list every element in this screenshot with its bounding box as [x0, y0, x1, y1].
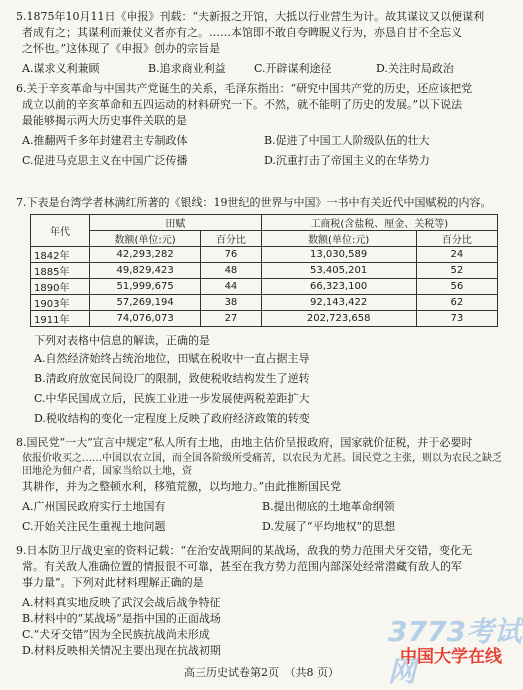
- q7-intro: 7.下表是台湾学者林满红所著的《银线：19世纪的世界与中国》一书中有关近代中国赋税的内容。: [16, 196, 492, 209]
- q8-line-3: 其耕作，并为之整顿水利，移殖荒徼，以均地力。”由此推断国民党: [22, 480, 342, 493]
- subheader-pct: 百分比: [416, 231, 497, 247]
- q7-option-a: A.自然经济始终占统治地位，田赋在税收中一直占据主导: [34, 352, 310, 365]
- q9-line-3: 事力量”。下列对此材料理解正确的是: [22, 576, 204, 589]
- cell-commerce-pct: 62: [416, 295, 497, 311]
- q7-stem: 下列对表格中信息的解读，正确的是: [34, 334, 210, 347]
- table-row: [31, 263, 498, 279]
- cell-field-amount: 51,999,675: [90, 279, 201, 295]
- cell-field-amount: 42,293,282: [90, 247, 201, 263]
- q6-option-d: D.沉重打击了帝国主义的在华势力: [264, 154, 430, 167]
- cell-commerce-amount: 92,143,422: [261, 295, 416, 311]
- q7-option-c: C.中华民国成立后，民族工业进一步发展使两税差距扩大: [34, 392, 310, 405]
- header-field-tax: 田赋: [90, 215, 262, 231]
- cell-commerce-amount: 66,323,100: [261, 279, 416, 295]
- cell-commerce-pct: 56: [416, 279, 497, 295]
- q7-option-d: D.税收结构的变化一定程度上反映了政府经济政策的转变: [34, 412, 310, 425]
- q9-option-c: C.“犬牙交错”因为全民族抗战尚未形成: [22, 628, 210, 641]
- table-row: [31, 279, 498, 295]
- cell-commerce-amount: 202,723,658: [261, 311, 416, 327]
- q6-line-1: 6.关于辛亥革命与中国共产党诞生的关系，毛泽东指出：“研究中国共产党的历史，还应该把党: [16, 82, 473, 95]
- cell-commerce-amount: 13,030,589: [261, 247, 416, 263]
- q9-option-a: A.材料真实地反映了武汉会战后战争特征: [22, 596, 221, 609]
- q5-option-b: B.追求商业利益: [148, 62, 226, 75]
- q9-option-b: B.材料中的“某战场”是指中国的正面战场: [22, 612, 221, 625]
- q8-option-b: B.提出彻底的土地革命纲领: [262, 500, 395, 513]
- cell-field-pct: 48: [201, 263, 261, 279]
- cell-field-amount: 57,269,194: [90, 295, 201, 311]
- cell-year: 1903年: [31, 295, 90, 311]
- cell-year: 1911年: [31, 311, 90, 327]
- table-subheader-row: [31, 231, 498, 247]
- q9-line-1: 9.日本防卫厅战史室的资料记载：“在治安战期间的某战场，敌我的势力范围犬牙交错，变化无: [16, 544, 473, 557]
- q8-line-1: 8.国民党“一大”宣言中规定“私人所有土地，由地主估价呈报政府，国家就价征税，并于必要时: [16, 436, 473, 449]
- cell-year: 1885年: [31, 263, 90, 279]
- table-header-row: [31, 215, 498, 231]
- table-row: [31, 247, 498, 263]
- q6-line-2: 成立以前的辛亥革命和五四运动的材料研究一下。不然，就不能明了历史的发展。”以下说法: [22, 98, 463, 111]
- subheader-amount: 数额(单位:元): [261, 231, 416, 247]
- cell-commerce-amount: 53,405,201: [261, 263, 416, 279]
- cell-year: 1842年: [31, 247, 90, 263]
- q6-option-a: A.推翻两千多年封建君主专制政体: [22, 134, 188, 147]
- q5-line-1: 5.1875年10月11日《申报》刊载：“夫新报之开馆，大抵以行业营生为计。故其谋议又以便谋利: [16, 10, 485, 23]
- q8-option-a: A.广州国民政府实行土地国有: [22, 500, 166, 513]
- cell-field-pct: 44: [201, 279, 261, 295]
- cell-commerce-pct: 24: [416, 247, 497, 263]
- cell-field-amount: 49,829,423: [90, 263, 201, 279]
- q5-option-d: D.关注时局政治: [376, 62, 454, 75]
- q5-option-c: C.开辟谋利途径: [254, 62, 332, 75]
- cell-commerce-pct: 73: [416, 311, 497, 327]
- table-row: [31, 311, 498, 327]
- q6-line-3: 最能够揭示两大历史事件关联的是: [22, 114, 187, 127]
- header-commerce-tax: 工商税(含盐税、厘金、关税等): [261, 215, 497, 231]
- q8-line-2: 依报价收买之……中国以农立国，而全国各阶级所受痛苦，以农民为尤甚。国民党之主张，则以为农民之缺乏田地沦为佃户者，国家当给以土地，资: [22, 453, 502, 477]
- brand-watermark: 中国大学在线: [400, 647, 502, 667]
- header-year: 年代: [31, 215, 90, 247]
- cell-year: 1890年: [31, 279, 90, 295]
- cell-field-pct: 27: [201, 311, 261, 327]
- q9-option-d: D.材料反映相关情况主要出现在抗战初期: [22, 644, 221, 657]
- subheader-amount: 数额(单位:元): [90, 231, 201, 247]
- cell-field-pct: 38: [201, 295, 261, 311]
- q6-option-c: C.促进马克思主义在中国广泛传播: [22, 154, 188, 167]
- q7-option-b: B.清政府放宽民间设厂的限制，致使税收结构发生了逆转: [34, 372, 310, 385]
- q5-line-3: 之怀也。”这体现了《申报》创办的宗旨是: [22, 42, 221, 55]
- table-row: [31, 295, 498, 311]
- subheader-pct: 百分比: [201, 231, 261, 247]
- cell-field-amount: 74,076,073: [90, 311, 201, 327]
- q6-option-b: B.促进了中国工人阶级队伍的壮大: [264, 134, 430, 147]
- cell-commerce-pct: 52: [416, 263, 497, 279]
- tax-table: [30, 214, 498, 327]
- site-watermark: 3773考试网: [388, 615, 522, 688]
- q8-option-d: D.发展了“平均地权”的思想: [262, 520, 396, 533]
- q8-option-c: C.开始关注民生重视土地问题: [22, 520, 166, 533]
- q5-option-a: A.谋求义利兼顾: [22, 62, 100, 75]
- q9-line-2: 常。有关敌人准确位置的情报很不可靠，甚至在我方势力范围内部深处经常潜藏有敌人的军: [22, 560, 462, 573]
- page-footer: 高三历史试卷第2页 （共8 页）: [184, 666, 339, 679]
- q5-line-2: 者成有之；其谋利而兼仗义者亦有之。……本馆即不敢自夸睥睨义行为，亦恳自甘不全忘义: [22, 26, 462, 39]
- cell-field-pct: 76: [201, 247, 261, 263]
